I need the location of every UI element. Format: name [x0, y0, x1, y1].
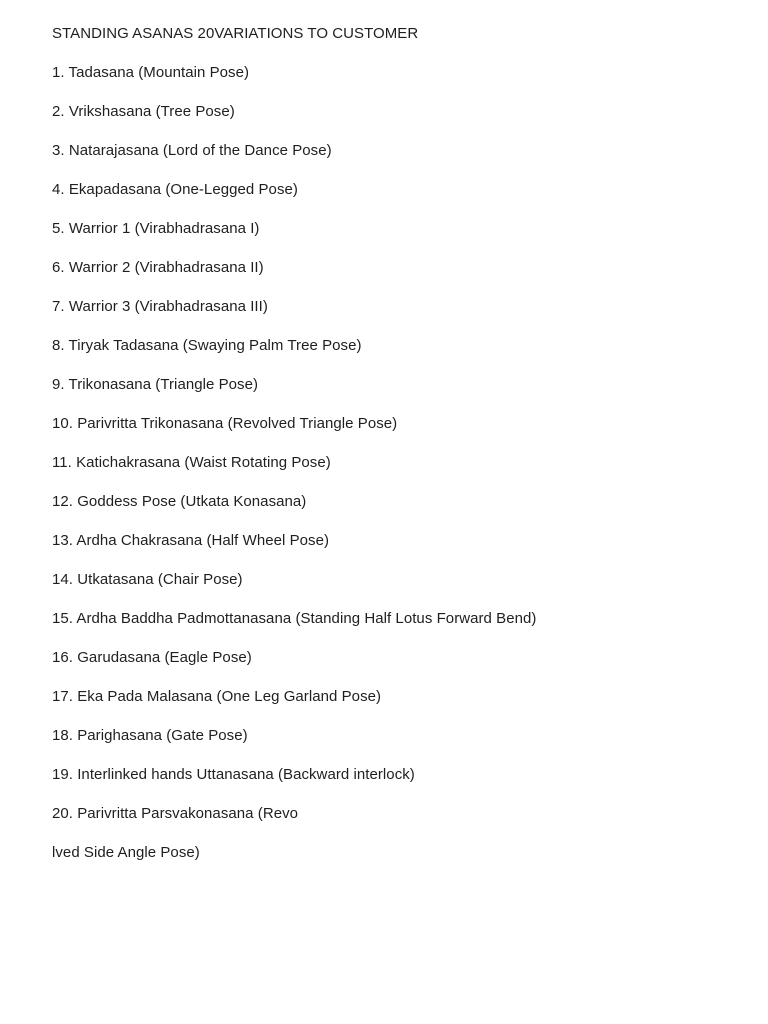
list-item: 11. Katichakrasana (Waist Rotating Pose): [52, 454, 331, 471]
list-item: 8. Tiryak Tadasana (Swaying Palm Tree Pose): [52, 337, 362, 354]
list-item: 16. Garudasana (Eagle Pose): [52, 649, 252, 666]
list-item: 1. Tadasana (Mountain Pose): [52, 64, 250, 81]
list-item: 6. Warrior 2 (Virabhadrasana II): [52, 259, 264, 276]
list-item: 5. Warrior 1 (Virabhadrasana I): [52, 220, 260, 237]
list-item-continuation: lved Side Angle Pose): [52, 844, 200, 861]
list-item: 12. Goddess Pose (Utkata Konasana): [52, 493, 307, 510]
list-item: 17. Eka Pada Malasana (One Leg Garland Pose): [52, 688, 382, 705]
list-item: 2. Vrikshasana (Tree Pose): [52, 103, 235, 120]
list-item: 19. Interlinked hands Uttanasana (Backward interlock): [52, 766, 415, 783]
list-item: 3. Natarajasana (Lord of the Dance Pose): [52, 142, 332, 159]
list-item: 10. Parivritta Trikonasana (Revolved Triangle Pose): [52, 415, 398, 432]
list-item: 13. Ardha Chakrasana (Half Wheel Pose): [52, 532, 330, 549]
list-item: 9. Trikonasana (Triangle Pose): [52, 376, 259, 393]
list-item: 4. Ekapadasana (One-Legged Pose): [52, 181, 298, 198]
list-item: 20. Parivritta Parsvakonasana (Revo: [52, 805, 299, 822]
list-item: 18. Parighasana (Gate Pose): [52, 727, 248, 744]
list-item: 7. Warrior 3 (Virabhadrasana III): [52, 298, 268, 315]
document-title: STANDING ASANAS 20VARIATIONS TO CUSTOMER: [52, 25, 419, 42]
list-item: 15. Ardha Baddha Padmottanasana (Standing Half Lotus Forward Bend): [52, 610, 537, 627]
document-body: [52, 23, 752, 881]
list-item: 14. Utkatasana (Chair Pose): [52, 571, 243, 588]
